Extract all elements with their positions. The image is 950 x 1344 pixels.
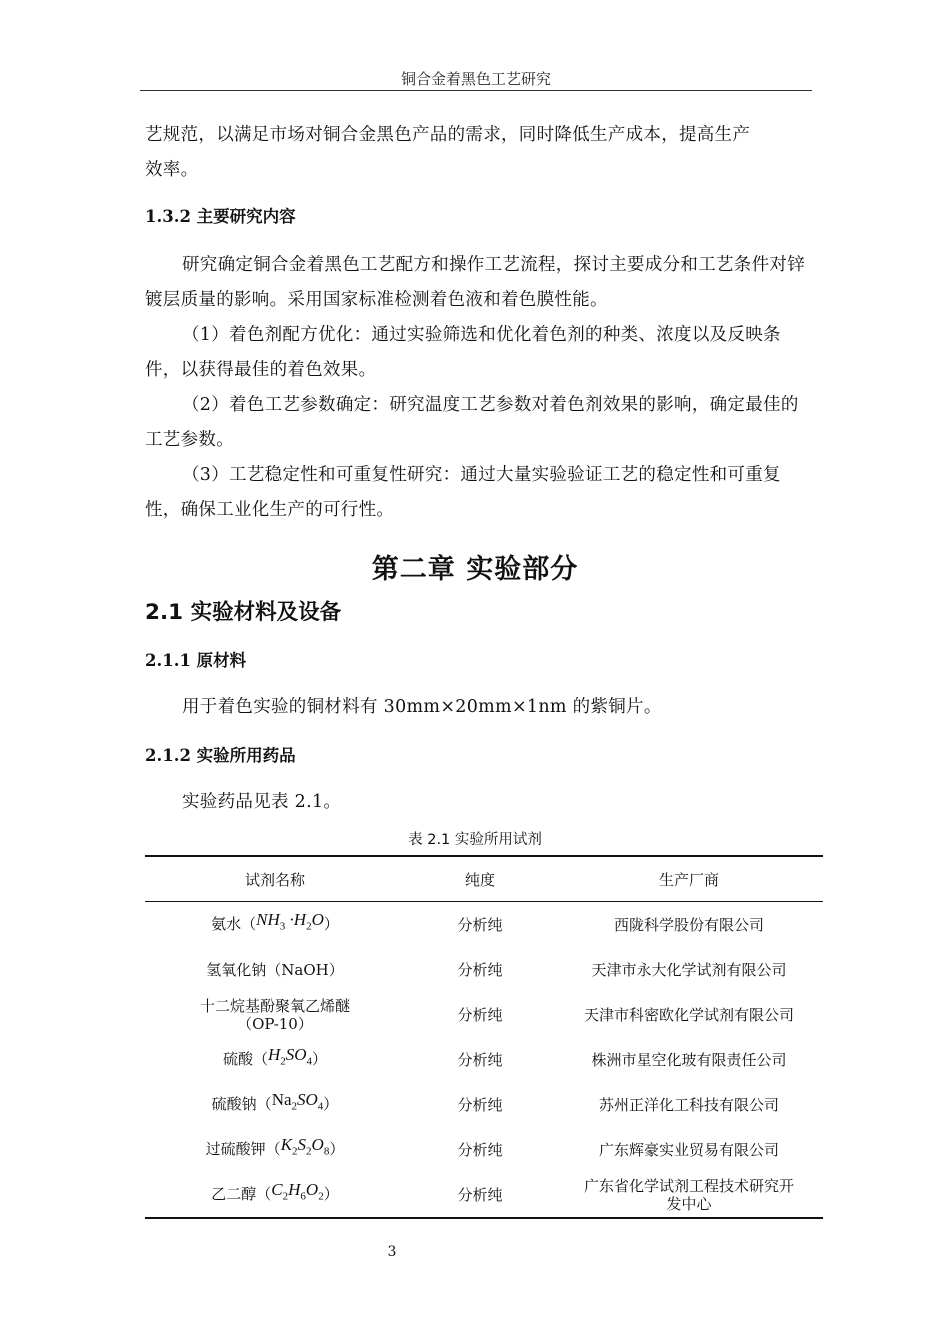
chemical-formula: $NH_3 \cdot H_2O$ xyxy=(256,909,324,933)
paragraph-continuation xyxy=(145,118,810,188)
purity-cell: 分析纯 xyxy=(457,1096,503,1114)
purity-cell: 分析纯 xyxy=(457,1006,503,1024)
reagent-name-close: ） xyxy=(323,1094,339,1113)
paragraph-item-2: （2）着色工艺参数确定：研究温度工艺参数对着色剂效果的影响，确定最佳的工艺参数。 xyxy=(145,395,799,450)
maker-cell xyxy=(555,1172,823,1218)
heading-2-1-1: 2.1.1 原材料 xyxy=(145,651,247,670)
reagent-name-close: ） xyxy=(312,1049,328,1068)
paragraph-item-1: （1）着色剂配方优化：通过实验筛选和优化着色剂的种类、浓度以及反映条件，以获得最佳的着色效果。 xyxy=(145,325,781,380)
maker-cell: 西陇科学股份有限公司 xyxy=(613,916,764,934)
maker-cell: 天津市永大化学试剂有限公司 xyxy=(591,961,787,979)
maker-cell: 广东辉豪实业贸易有限公司 xyxy=(598,1141,779,1159)
maker-line2: 发中心 xyxy=(666,1194,712,1213)
table-row xyxy=(145,1037,823,1082)
paragraph-table-reference: 实验药品见表 2.1。 xyxy=(182,792,342,812)
table-row xyxy=(145,947,823,992)
maker-cell: 株洲市星空化玻有限责任公司 xyxy=(591,1051,787,1069)
column-header-purity: 纯度 xyxy=(405,856,555,902)
maker-cell: 天津市科密欧化学试剂有限公司 xyxy=(583,1006,794,1024)
maker-line1: 广东省化学试剂工程技术研究开 xyxy=(583,1176,794,1195)
reagent-name-cell xyxy=(145,1127,405,1172)
paragraph-raw-material: 用于着色实验的铜材料有 30mm×20mm×1nm 的紫铜片。 xyxy=(182,697,662,717)
reagents-table xyxy=(145,855,823,1219)
reagent-name: 硫酸钠（ xyxy=(211,1094,272,1113)
purity-cell: 分析纯 xyxy=(457,1141,503,1159)
table-row xyxy=(145,1127,823,1172)
reagent-name-cell: 氢氧化钠（NaOH） xyxy=(206,961,344,979)
reagent-name: 乙二醇（ xyxy=(211,1184,272,1203)
reagent-name-cell xyxy=(145,1082,405,1127)
reagent-name-close: ） xyxy=(323,1184,339,1203)
table-caption: 表 2.1 实验所用试剂 xyxy=(408,832,542,848)
table-row xyxy=(145,1172,823,1218)
reagent-name-close: ） xyxy=(323,914,339,933)
page-number: 3 xyxy=(387,1244,397,1260)
chemical-formula: $K_2S_2O_8$ xyxy=(280,1134,330,1158)
column-header-maker: 生产厂商 xyxy=(555,856,823,902)
table-header-row xyxy=(145,856,823,902)
chemical-formula: $C_2H_6O_2$ xyxy=(271,1179,324,1203)
paragraph-continuation-line1: 艺规范，以满足市场对铜合金黑色产品的需求，同时降低生产成本，提高生产 xyxy=(145,125,751,145)
reagent-name-cell xyxy=(145,992,405,1037)
reagent-name: 过硫酸钾（ xyxy=(205,1139,281,1158)
paragraph-continuation-line2: 效率。 xyxy=(145,160,199,180)
reagent-name-cell xyxy=(145,902,405,948)
column-header-name: 试剂名称 xyxy=(145,856,405,902)
header-rule xyxy=(140,90,812,91)
purity-cell: 分析纯 xyxy=(457,916,503,934)
running-header: 铜合金着黑色工艺研究 xyxy=(400,70,551,88)
reagent-name-line2: （OP-10） xyxy=(237,1014,313,1033)
reagent-name: 氨水（ xyxy=(211,914,257,933)
table-row xyxy=(145,1082,823,1127)
purity-cell: 分析纯 xyxy=(405,1172,555,1218)
heading-1-3-2: 1.3.2 主要研究内容 xyxy=(145,207,296,226)
reagent-name-line1: 十二烷基酚聚氧乙烯醚 xyxy=(199,996,350,1015)
purity-cell: 分析纯 xyxy=(457,961,503,979)
chapter-title: 第二章 实验部分 xyxy=(371,554,579,585)
reagent-name-cell xyxy=(145,1037,405,1082)
reagent-name-cell xyxy=(145,1172,405,1218)
table-row xyxy=(145,992,823,1037)
table-row xyxy=(145,902,823,948)
purity-cell: 分析纯 xyxy=(457,1051,503,1069)
maker-cell: 苏州正洋化工科技有限公司 xyxy=(598,1096,779,1114)
heading-2-1: 2.1 实验材料及设备 xyxy=(145,600,342,625)
heading-2-1-2: 2.1.2 实验所用药品 xyxy=(145,746,296,765)
reagent-name: 硫酸（ xyxy=(222,1049,268,1068)
paragraph-research-content: 研究确定铜合金着黑色工艺配方和操作工艺流程，探讨主要成分和工艺条件对锌镀层质量的影响。采用国家标准检测着色液和着色膜性能。 xyxy=(145,255,805,310)
reagent-name-close: ） xyxy=(329,1139,345,1158)
chemical-formula: $H_2SO_4$ xyxy=(267,1044,313,1068)
chemical-formula: $Na_2SO_4$ xyxy=(271,1089,324,1113)
paragraph-item-3: （3）工艺稳定性和可重复性研究：通过大量实验验证工艺的稳定性和可重复性，确保工业化生产的可行性。 xyxy=(145,465,781,520)
